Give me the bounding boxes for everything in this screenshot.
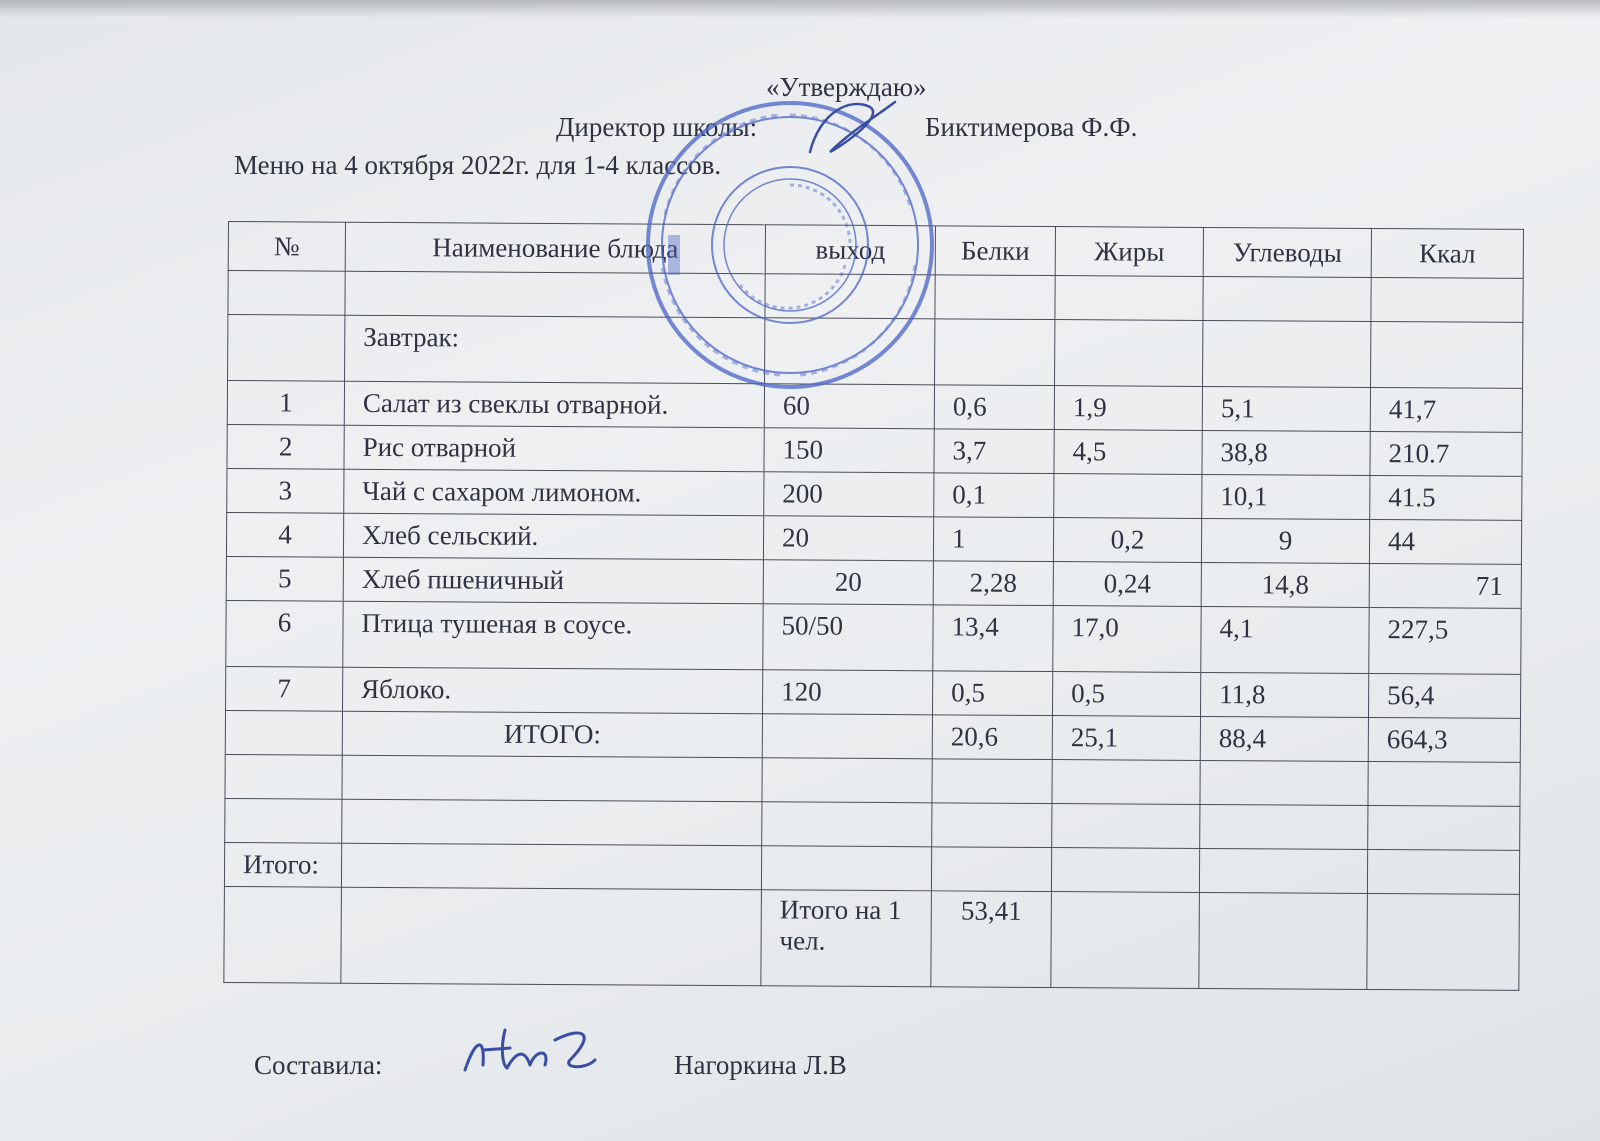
dish-carbs: 9 bbox=[1201, 518, 1369, 563]
per-person-value: 53,41 bbox=[931, 891, 1052, 988]
empty-cell bbox=[1200, 760, 1368, 805]
col-header-carbs: Углеводы bbox=[1203, 227, 1371, 277]
dish-protein: 2,28 bbox=[933, 561, 1053, 606]
total-kcal: 664,3 bbox=[1368, 717, 1520, 762]
director-name: Биктимерова Ф.Ф. bbox=[925, 112, 1138, 142]
dish-protein: 13,4 bbox=[933, 605, 1053, 672]
empty-cell bbox=[1203, 320, 1371, 387]
page-shadow bbox=[0, 0, 1600, 18]
empty-cell bbox=[1199, 892, 1368, 989]
dish-protein: 1 bbox=[933, 517, 1053, 562]
dish-yield: 150 bbox=[764, 428, 934, 473]
empty-cell bbox=[931, 847, 1051, 892]
dish-name: Салат из свеклы отварной. bbox=[344, 381, 764, 428]
empty-row bbox=[228, 271, 1523, 323]
row-number: 4 bbox=[226, 512, 343, 557]
meal-label: Завтрак: bbox=[345, 315, 765, 384]
empty-cell bbox=[762, 714, 932, 759]
empty-cell bbox=[345, 271, 765, 318]
empty-cell bbox=[1203, 276, 1371, 321]
dish-yield: 200 bbox=[764, 472, 934, 517]
dish-protein: 0,5 bbox=[932, 671, 1052, 716]
table-row bbox=[226, 556, 1521, 608]
dish-carbs: 4,1 bbox=[1201, 606, 1369, 673]
empty-cell bbox=[1051, 892, 1200, 989]
dish-carbs: 14,8 bbox=[1201, 562, 1369, 607]
empty-cell bbox=[1052, 804, 1200, 849]
empty-cell bbox=[228, 271, 345, 316]
empty-cell bbox=[225, 798, 342, 843]
row-number: 2 bbox=[227, 424, 344, 469]
empty-cell bbox=[765, 274, 935, 319]
empty-cell bbox=[341, 887, 762, 986]
compiled-by-label: Составила: bbox=[254, 1050, 383, 1080]
col-header-kcal: Ккал bbox=[1371, 228, 1523, 278]
empty-cell bbox=[342, 799, 762, 846]
row-number: 3 bbox=[227, 468, 344, 513]
row-number: 6 bbox=[226, 600, 343, 667]
director-label: Директор школы: bbox=[556, 112, 758, 142]
dish-name: Яблоко. bbox=[343, 667, 763, 714]
empty-cell bbox=[1052, 760, 1200, 805]
dish-protein: 0,6 bbox=[934, 385, 1054, 430]
empty-cell bbox=[762, 758, 932, 803]
empty-cell bbox=[761, 846, 931, 891]
dish-name: Рис отварной bbox=[344, 425, 764, 472]
row-number: 1 bbox=[227, 381, 344, 426]
itogo-label: Итого: bbox=[224, 842, 341, 887]
table-row bbox=[227, 424, 1522, 476]
dish-protein: 3,7 bbox=[934, 429, 1054, 474]
empty-cell bbox=[932, 803, 1052, 848]
empty-cell bbox=[935, 275, 1055, 320]
total-label: ИТОГО: bbox=[342, 711, 762, 758]
total-protein: 20,6 bbox=[932, 715, 1052, 760]
dish-kcal: 227,5 bbox=[1369, 607, 1521, 674]
dish-yield: 60 bbox=[764, 384, 934, 429]
approval-heading: «Утверждаю» bbox=[766, 72, 927, 102]
row-number: 7 bbox=[226, 666, 343, 711]
compiled-by-name: Нагоркина Л.В bbox=[674, 1050, 847, 1080]
table-row bbox=[227, 381, 1522, 433]
empty-cell bbox=[1055, 276, 1203, 321]
dish-yield: 20 bbox=[763, 516, 933, 561]
empty-cell bbox=[225, 710, 342, 755]
empty-cell bbox=[1051, 848, 1199, 893]
dish-name: Чай с сахаром лимоном. bbox=[344, 469, 764, 516]
dish-fat: 17,0 bbox=[1053, 606, 1201, 673]
table-header-row bbox=[228, 222, 1523, 279]
itogo-row bbox=[224, 842, 1519, 894]
dish-fat bbox=[1054, 474, 1202, 519]
dish-yield: 50/50 bbox=[763, 604, 933, 671]
col-header-number: № bbox=[228, 222, 345, 272]
dish-carbs: 38,8 bbox=[1202, 430, 1370, 475]
dish-protein: 0,1 bbox=[934, 473, 1054, 518]
total-fat: 25,1 bbox=[1052, 716, 1200, 761]
menu-title: Меню на 4 октября 2022г. для 1-4 классов. bbox=[234, 150, 722, 180]
dish-name: Хлеб пшеничный bbox=[343, 557, 763, 604]
empty-cell bbox=[225, 754, 342, 799]
empty-cell bbox=[1368, 761, 1520, 806]
dish-carbs: 10,1 bbox=[1202, 474, 1370, 519]
total-carbs: 88,4 bbox=[1200, 716, 1368, 761]
empty-cell bbox=[1367, 893, 1520, 990]
empty-cell bbox=[765, 318, 935, 385]
empty-cell bbox=[1367, 849, 1519, 894]
dish-kcal: 210.7 bbox=[1370, 431, 1522, 476]
per-person-row bbox=[224, 886, 1520, 990]
empty-cell bbox=[762, 802, 932, 847]
table-row bbox=[226, 600, 1521, 674]
dish-fat: 0,5 bbox=[1052, 672, 1200, 717]
dish-kcal: 56,4 bbox=[1368, 673, 1520, 718]
empty-cell bbox=[224, 886, 342, 983]
empty-cell bbox=[341, 843, 761, 890]
col-header-dish: Наименование блюда bbox=[345, 222, 765, 274]
menu-table bbox=[223, 221, 1524, 991]
dish-carbs: 5,1 bbox=[1202, 386, 1370, 431]
dish-name: Хлеб сельский. bbox=[343, 513, 763, 560]
dish-yield: 20 bbox=[763, 560, 933, 605]
empty-cell bbox=[1200, 804, 1368, 849]
dish-fat: 1,9 bbox=[1054, 386, 1202, 431]
dish-kcal: 44 bbox=[1369, 519, 1521, 564]
total-row bbox=[225, 710, 1520, 762]
empty-cell bbox=[1368, 805, 1520, 850]
empty-cell bbox=[342, 755, 762, 802]
dish-fat: 4,5 bbox=[1054, 430, 1202, 475]
dish-kcal: 41.5 bbox=[1370, 475, 1522, 520]
dish-fat: 0,24 bbox=[1053, 562, 1201, 607]
col-header-protein: Белки bbox=[935, 226, 1055, 276]
empty-cell bbox=[932, 759, 1052, 804]
empty-cell bbox=[1199, 848, 1367, 893]
per-person-label: Итого на 1 чел. bbox=[761, 890, 932, 987]
dish-name: Птица тушеная в соусе. bbox=[343, 601, 763, 670]
dish-carbs: 11,8 bbox=[1200, 672, 1368, 717]
meal-row bbox=[228, 315, 1523, 389]
dish-kcal: 71 bbox=[1369, 563, 1521, 608]
dish-fat: 0,2 bbox=[1053, 518, 1201, 563]
table-row bbox=[227, 468, 1522, 520]
empty-row bbox=[225, 798, 1520, 850]
empty-cell bbox=[935, 319, 1055, 386]
empty-cell bbox=[228, 315, 345, 382]
table-row bbox=[226, 512, 1521, 564]
empty-cell bbox=[1371, 321, 1523, 388]
empty-cell bbox=[1055, 320, 1203, 387]
empty-cell bbox=[1371, 277, 1523, 322]
dish-yield: 120 bbox=[762, 670, 932, 715]
table-row bbox=[226, 666, 1521, 718]
dish-kcal: 41,7 bbox=[1370, 387, 1522, 432]
col-header-yield: выход bbox=[765, 225, 935, 275]
empty-row bbox=[225, 754, 1520, 806]
col-header-fat: Жиры bbox=[1055, 227, 1203, 277]
row-number: 5 bbox=[226, 556, 343, 601]
